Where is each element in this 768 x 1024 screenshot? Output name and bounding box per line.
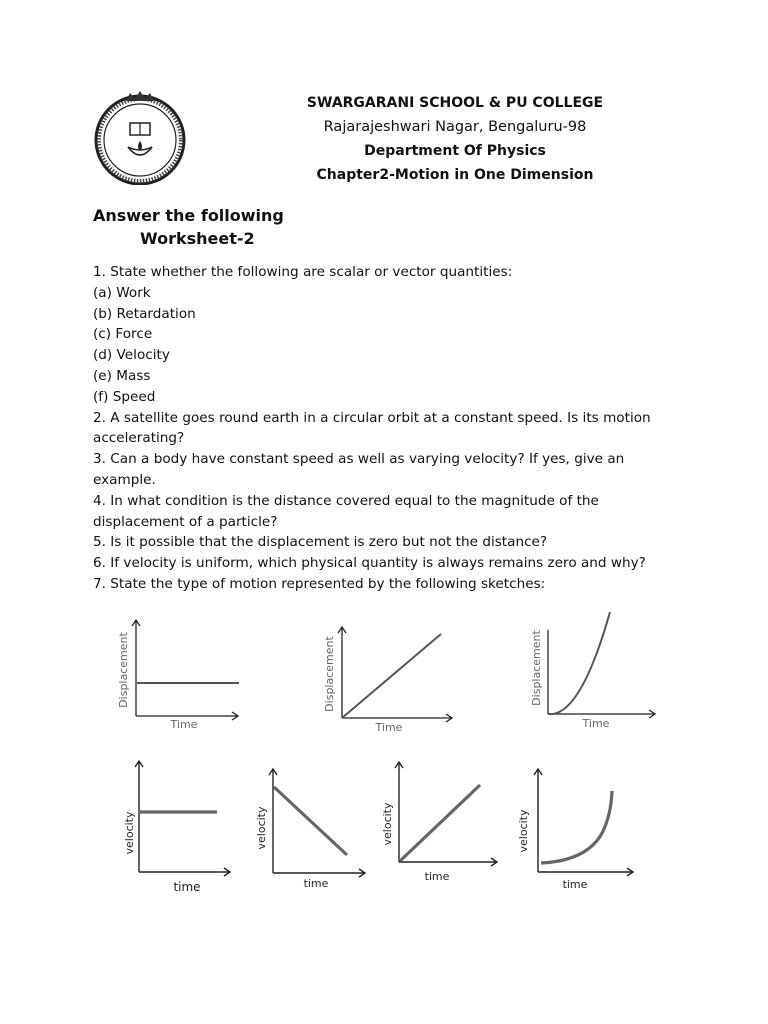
x-axis-label: time [303, 877, 329, 890]
y-axis-label: Displacement [323, 636, 336, 712]
graph-line [548, 612, 610, 714]
graph-line [541, 791, 612, 863]
question-line: (f) Speed [93, 388, 156, 405]
graph-line [400, 785, 480, 861]
section-heading: Answer the following [93, 206, 284, 225]
school-name: SWARGARANI SCHOOL & PU COLLEGE [306, 95, 604, 111]
x-axis-label: time [424, 870, 450, 883]
chapter-title: Chapter2-Motion in One Dimension [316, 167, 594, 183]
question-line: (d) Velocity [93, 347, 170, 364]
question-line: 4. In what condition is the distance covered equal to the magnitude of the [93, 492, 599, 509]
graph-displacement-rest [110, 615, 250, 740]
question-line: (b) Retardation [93, 305, 196, 322]
x-axis-label: time [173, 880, 201, 894]
graph-velocity-increasing [380, 758, 505, 888]
graph-displacement-accelerated [528, 608, 663, 736]
department-name: Department Of Physics [364, 143, 546, 159]
x-axis-label: time [562, 878, 588, 891]
x-axis-label: Time [582, 717, 610, 730]
y-axis-label: velocity [255, 806, 268, 850]
y-axis-label: velocity [123, 811, 136, 855]
question-line: 1. State whether the following are scalar or vector quantities: [93, 264, 513, 280]
y-axis-label: Displacement [530, 630, 543, 706]
graph-line [342, 634, 441, 718]
x-axis-label: Time [375, 721, 403, 734]
worksheet-title: Worksheet-2 [140, 229, 255, 248]
school-address: Rajarajeshwari Nagar, Bengaluru-98 [323, 119, 587, 135]
question-line: 5. Is it possible that the displacement is zero but not the distance? [93, 534, 548, 551]
question-line: (c) Force [93, 326, 153, 343]
question-line: 6. If velocity is uniform, which physical quantity is always remains zero and why? [93, 555, 646, 572]
question-list [93, 262, 693, 595]
graph-velocity-uniform [120, 755, 240, 900]
x-axis-label: Time [170, 718, 198, 731]
y-axis-label: velocity [381, 802, 394, 846]
graph-displacement-uniform [320, 622, 470, 737]
graph-velocity-non-uniform [515, 765, 640, 895]
question-line: (a) Work [93, 284, 151, 301]
question-line: displacement of a particle? [93, 513, 278, 530]
graph-line [274, 787, 347, 855]
question-line: 3. Can a body have constant speed as well as varying velocity? If yes, give an [93, 451, 625, 468]
question-line: 2. A satellite goes round earth in a circular orbit at a constant speed. Is its motion [93, 409, 651, 426]
question-line: 7. State the type of motion represented by the following sketches: [93, 575, 546, 592]
y-axis-label: Displacement [117, 632, 130, 708]
college-seal-logo [90, 85, 190, 185]
question-line: accelerating? [93, 430, 185, 447]
graph-velocity-decreasing [255, 765, 375, 895]
y-axis-label: velocity [517, 809, 530, 853]
question-line: (e) Mass [93, 367, 151, 384]
question-line: example. [93, 471, 156, 488]
